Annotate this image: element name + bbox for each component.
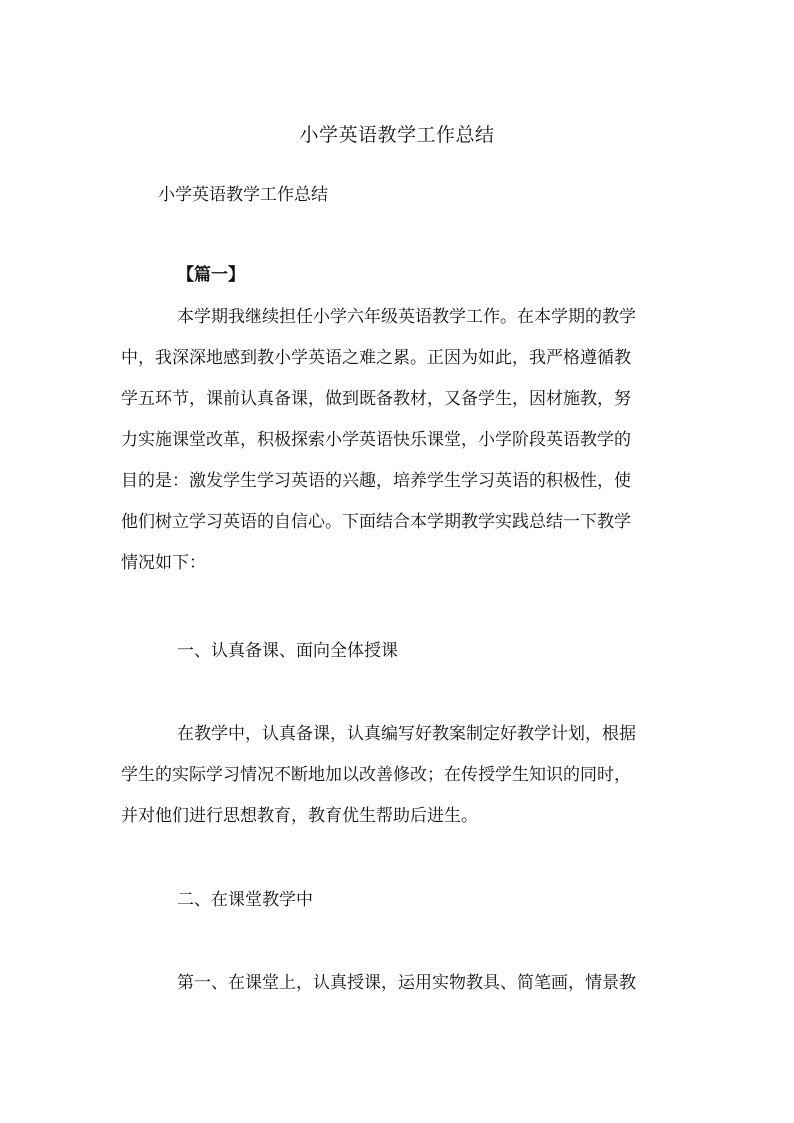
section-two-paragraph [121,970,683,1011]
paragraph-line: 他们树立学习英语的自信心。下面结合本学期教学实践总结一下教学 [121,512,631,532]
paragraph-line: 本学期我继续担任小学六年级英语教学工作。在本学期的教学 [177,307,636,327]
paragraph-line: 第一、在课堂上，认真授课，运用实物教具、简笔画，情景教 [177,973,636,993]
paragraph-line: 并对他们进行思想教育，教育优生帮助后进生。 [121,806,478,826]
paragraph-line: 在教学中，认真备课，认真编写好教案制定好教学计划，根据 [177,724,636,744]
section-heading-two: 二、在课堂教学中 [177,890,313,910]
paragraph-line: 情况如下： [121,553,206,573]
document-title: 小学英语教学工作总结 [299,124,495,146]
intro-paragraph [121,304,683,591]
paragraph-line: 学生的实际学习情况不断地加以改善修改；在传授学生知识的同时， [121,765,631,785]
section-label-piece-one: 【篇一】 [177,265,245,285]
paragraph-line: 学五环节，课前认真备课，做到既备教材，又备学生，因材施教，努 [121,389,631,409]
paragraph-line: 中，我深深地感到教小学英语之难之累。正因为如此，我严格遵循教 [121,348,631,368]
paragraph-line: 力实施课堂改革，积极探索小学英语快乐课堂，小学阶段英语教学的 [121,430,631,450]
section-heading-one: 一、认真备课、面向全体授课 [177,641,398,661]
section-one-paragraph [121,721,683,844]
document-subtitle: 小学英语教学工作总结 [158,185,328,205]
paragraph-line: 目的是：激发学生学习英语的兴趣，培养学生学习英语的积极性，使 [121,471,631,491]
